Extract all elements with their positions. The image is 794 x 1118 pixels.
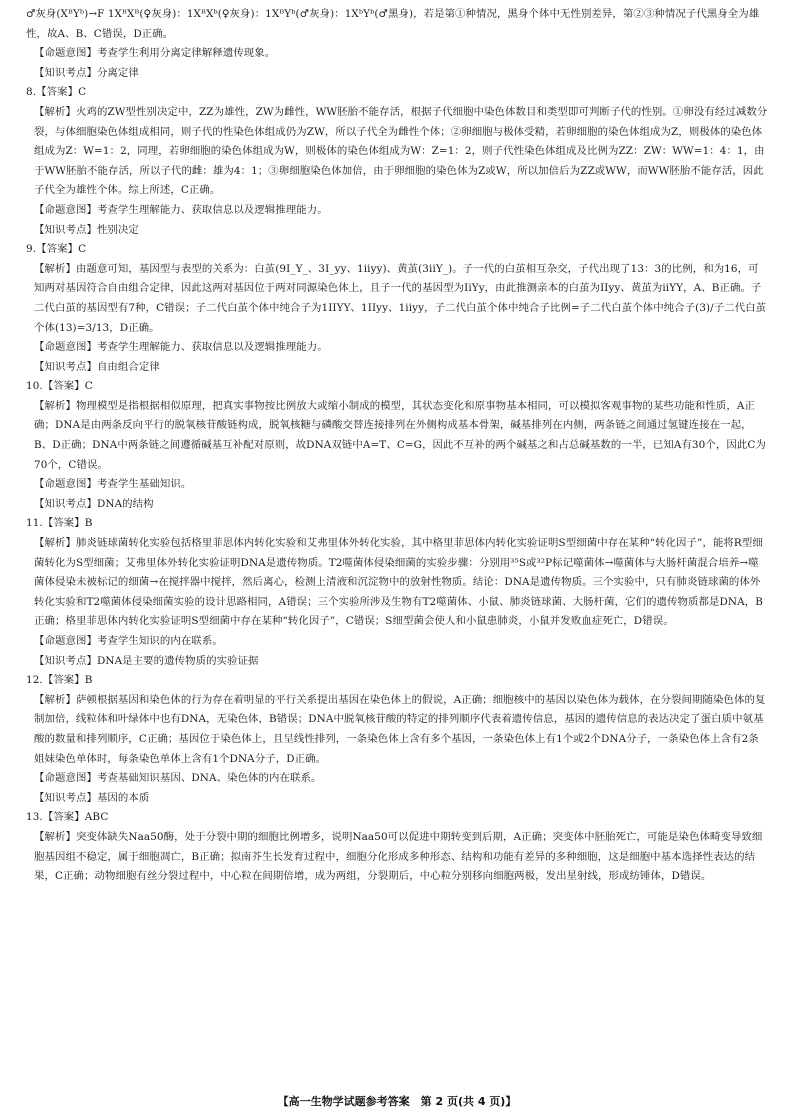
question-13	[26, 808, 768, 886]
q11-topic: 【知识考点】DNA是主要的遗传物质的实验证据	[34, 654, 259, 667]
q8-answer: 8.【答案】C	[26, 86, 87, 99]
q12-answer: 12.【答案】B	[26, 674, 93, 687]
q11-intent: 【命题意图】考查学生知识的内在联系。	[34, 635, 223, 647]
q9-answer: 9.【答案】C	[26, 243, 87, 256]
question-9	[26, 240, 768, 377]
q13-analysis: 【解析】突变体缺失Naa50酶，处于分裂中期的细胞比例增多，说明Naa50可以促进中期转变到后期，A正确；突变体中胚胎死亡，可能是染色体畸变导致细胞基因组不稳定，属于细胞凋亡，B正确；拟南芥生长发育过程中，细胞分化形成多种形态、结构和功能有差异的多种细胞，这是细胞中基本选择性表达的结果，C正确；动物细胞有丝分裂过程中，中心粒在间期倍增，成为两组，分裂期后，中心粒分别移向细胞两极，发出星射线，形成纺锤体，D错误。	[34, 830, 763, 883]
q11-answer: 11.【答案】B	[26, 517, 93, 530]
q7-topic: 【知识考点】分离定律	[34, 66, 139, 79]
q12-intent: 【命题意图】考查基础知识基因、DNA、染色体的内在联系。	[34, 772, 322, 785]
q7-analysis-tail: ♂灰身(XᴮYᵇ)→F 1XᴮXᴮ(♀灰身)：1XᴮXᵇ(♀灰身)：1XᴮYᵇ(♂灰身)：1XᵇYᵇ(♂黑身)，若是第①种情况，黑身个体中无性别差异，第②③种情况子代黑身全为雄性，故A、B、C错误，D正确。	[26, 8, 760, 40]
question-8	[26, 83, 768, 240]
q7-intent: 【命题意图】考查学生利用分离定律解释遗传现象。	[34, 47, 276, 60]
q8-analysis: 【解析】火鸡的ZW型性别决定中，ZZ为雄性，ZW为雌性，WW胚胎不能存活，根据子代细胞中染色体数目和类型即可判断子代的性别。①卵没有经过减数分裂，与体细胞染色体组成相同，则子代的性染色体组成仍为ZW，所以子代全为雌性个体；②卵细胞与极体受精，若卵细胞的染色体组成为Z，则极体的染色体组成为Z：W=1：2，同理，若卵细胞的染色体组成为W，则极体的染色体组成为W：Z=1：2，则子代性染色体组成及比例为ZZ：ZW：WW=1：4：1，由于WW胚胎不能存活，所以子代的雌：雄为4：1；③卵细胞染色体加倍，由于卵细胞的染色体为Z或W，所以加倍后为ZZ或WW，而WW胚胎不能存活，因此子代全为雄性个体。综上所述，C正确。	[34, 105, 768, 197]
q9-topic: 【知识考点】自由组合定律	[34, 360, 160, 373]
q11-analysis: 【解析】肺炎链球菌转化实验包括格里菲思体内转化实验和艾弗里体外转化实验，其中格里菲思体内转化实验证明S型细菌中存在某种“转化因子”，能将R型细菌转化为S型细菌；艾弗里体外转化实验证明DNA是遗传物质。T2噬菌体侵染细菌的实验步骤：分别用³⁵S或³²P标记噬菌体→噬菌体与大肠杆菌混合培养→噬菌体侵染未被标记的细菌→在搅拌器中搅拌，然后离心，检测上清液和沉淀物中的放射性物质。结论：DNA是遗传物质。三个实验中，只有肺炎链球菌的体外转化实验和T2噬菌体侵染细菌实验的设计思路相同，A错误；三个实验所涉及生物有T2噬菌体、小鼠、肺炎链球菌、大肠杆菌，它们的遗传物质都是DNA，B正确；格里菲思体内转化实验证明S型细菌中存在某种“转化因子”，C错误；S细型菌会使人和小鼠患肺炎，小鼠并发败血症死亡，D错误。	[34, 537, 763, 628]
q8-topic: 【知识考点】性别决定	[34, 223, 139, 236]
q12-analysis: 【解析】萨顿根据基因和染色体的行为存在着明显的平行关系提出基因在染色体上的假说，A正确；细胞核中的基因以染色体为载体，在分裂间期随染色体的复制加倍，线粒体和叶绿体中也有DNA，无染色体，B错误；DNA中脱氧核苷酸的特定的排列顺序代表着遗传信息，基因的遗传信息的表达决定了蛋白质中氨基酸的数量和排列顺序，C正确；基因位于染色体上，且呈线性排列，一条染色体上含有多个基因，一条染色体上有1个或2个DNA分子，一条染色体上含有2条姐妹染色单体时，每条染色单体上含有1个DNA分子，D正确。	[34, 693, 766, 765]
q13-answer: 13.【答案】ABC	[26, 811, 109, 824]
page-footer: 【高一生物学试题参考答案 第 2 页(共 4 页)】	[277, 1095, 517, 1108]
q10-answer: 10.【答案】C	[26, 380, 93, 393]
q10-analysis: 【解析】物理模型是指根据相似原理，把真实事物按比例放大或缩小制成的模型，其状态变化和原事物基本相同，可以模拟客观事物的某些功能和性质，A正确；DNA是由两条反向平行的脱氧核苷酸链构成，脱氧核糖与磷酸交替连接排列在外侧构成基本骨架，碱基排列在内侧，两条链之间通过氢键连接在一起，B、D正确；DNA中两条链之间遵循碱基互补配对原则，故DNA双链中A=T、C=G，因此不互补的两个碱基之和占总碱基数的一半，已知A有30个，因此C为70个，C错误。	[34, 399, 766, 471]
q10-intent: 【命题意图】考查学生基础知识。	[34, 478, 192, 491]
question-12	[26, 671, 768, 808]
q8-intent: 【命题意图】考查学生理解能力、获取信息以及逻辑推理能力。	[34, 203, 328, 216]
question-10	[26, 377, 768, 514]
q7-continuation	[26, 5, 768, 83]
question-11	[26, 514, 768, 671]
q9-intent: 【命题意图】考查学生理解能力、获取信息以及逻辑推理能力。	[34, 341, 328, 354]
q9-analysis: 【解析】由题意可知，基因型与表型的关系为：白茧(9I_Y_、3I_yy、1iiyy)、黄茧(3iiY_)。子一代的白茧相互杂交，子代出现了13：3的比例，和为16，可知两对基因符合自由组合定律，因此这两对基因位于两对同源染色体上，且子一代的基因型为IiYy，由此推测亲本的白茧为IIyy、黄茧为iiYY，A、B正确。子二代白茧的基因型有7种，C错误；子二代白茧个体中纯合子为1IIYY、1IIyy、1iiyy，子二代白茧个体中纯合子比例=子二代白茧个体中纯合子(3)/子二代白茧个体(13)=3/13，D正确。	[34, 262, 767, 334]
q10-topic: 【知识考点】DNA的结构	[34, 497, 154, 510]
q12-topic: 【知识考点】基因的本质	[34, 791, 150, 804]
